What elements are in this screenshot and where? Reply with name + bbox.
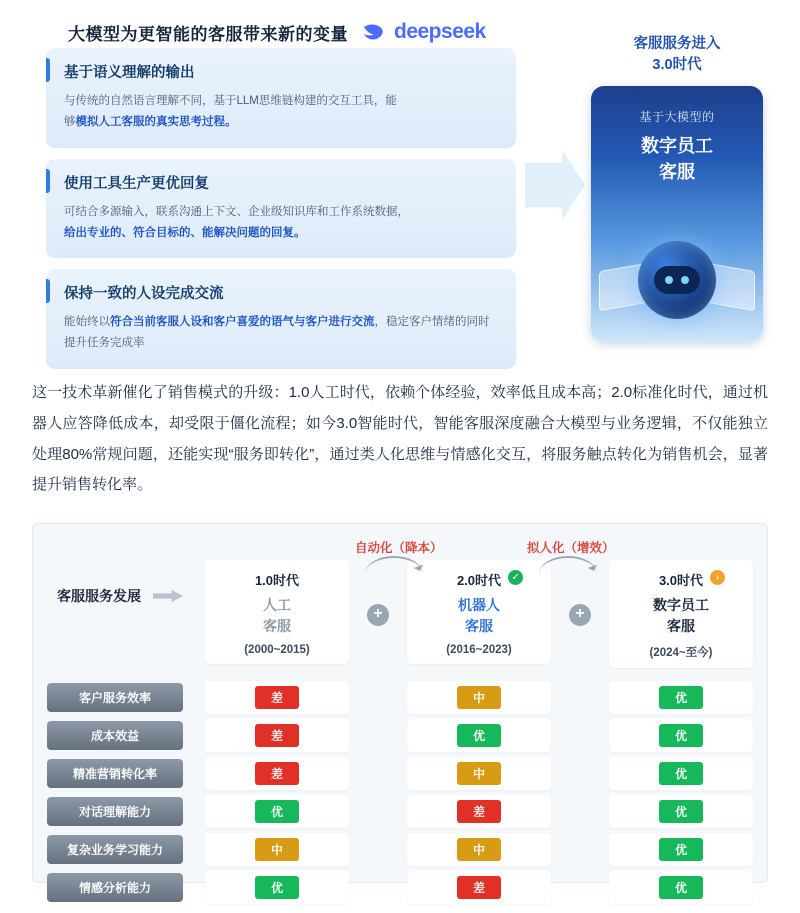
- rating-pill: 中: [457, 762, 501, 785]
- feature-card-1-body: [64, 91, 500, 134]
- row-label: 精准营销转化率: [47, 759, 183, 788]
- feature-card-1: [46, 48, 516, 148]
- rating-cell: [205, 757, 349, 790]
- rating-cell: [609, 757, 753, 790]
- era-1-years: (2000~2015): [244, 644, 310, 656]
- feature-card-1-highlight: 模拟人工客服的真实思考过程。: [75, 116, 237, 129]
- device-title-line2: 客服: [659, 162, 695, 183]
- rating-pill: 差: [255, 724, 299, 747]
- rating-cell: [609, 719, 753, 752]
- robot-eye-right: [681, 276, 689, 284]
- feature-card-2-highlight: 给出专业的、符合目标的、能解决问题的回复。: [64, 226, 306, 239]
- era-2-gen-wrap: [456, 570, 520, 590]
- feature-card-2: [46, 159, 516, 259]
- flow-label-automation: 自动化（降本）: [355, 541, 443, 555]
- rating-pill: 差: [255, 686, 299, 709]
- body-paragraph: 这一技术革新催化了销售模式的升级：1.0人工时代，依赖个体经验，效率低且成本高；2.0标准化时代，通过机器人应答降低成本，却受限于僵化流程；如今3.0智能时代，智能客服深度融合大模型与业务逻辑，不仅能独立处理80%常规问题，还能实现“服务即转化”，通过类人化思维与情感化交互，将服务触点转化为销售机会，显著提升销售转化率。: [32, 384, 768, 494]
- arrow-badge-icon: ›: [710, 570, 725, 585]
- era-3-gen-wrap: [658, 570, 720, 590]
- deepseek-logo: [362, 20, 486, 44]
- era-3-generation: 3.0时代: [658, 573, 704, 588]
- rating-cell: [205, 871, 349, 904]
- era-2-name: [413, 595, 545, 637]
- era-3-name: [615, 595, 747, 637]
- table-row: [47, 754, 753, 792]
- feature-card-3: [46, 269, 516, 369]
- era-2-name-line1: 机器人: [458, 597, 500, 613]
- deepseek-wordmark: deepseek: [394, 20, 486, 43]
- era-1-name-line2: 客服: [263, 618, 291, 634]
- table-row: [47, 678, 753, 716]
- rating-pill: 优: [659, 686, 703, 709]
- feature-card-3-title: 保持一致的人设完成交流: [64, 286, 224, 303]
- right-panel-heading-line2: 3.0时代: [652, 57, 702, 74]
- rating-cell: [205, 681, 349, 714]
- era-1-gen-wrap: [255, 570, 299, 590]
- robot-face: [654, 266, 700, 294]
- table-row: [47, 830, 753, 868]
- rating-pill: 优: [659, 876, 703, 899]
- era-2-years: (2016~2023): [446, 644, 512, 656]
- rating-pill: 优: [255, 876, 299, 899]
- rating-cell: [609, 795, 753, 828]
- transition-arrow-icon: [525, 150, 585, 220]
- rating-pill: 中: [255, 838, 299, 861]
- era-3-name-line1: 数字员工: [653, 597, 709, 613]
- table-row: [47, 868, 753, 906]
- table-row: [47, 716, 753, 754]
- right-panel-heading: [582, 34, 772, 76]
- era-column-1: [205, 560, 349, 664]
- era-3-name-line2: 客服: [667, 618, 695, 634]
- robot-eye-left: [665, 276, 673, 284]
- rating-pill: 优: [255, 800, 299, 823]
- plus-icon-2: +: [569, 604, 591, 626]
- era-2-name-line2: 客服: [465, 618, 493, 634]
- rating-pill: 中: [457, 838, 501, 861]
- feature-card-3-suffix: ，稳定客户情绪的同时提升任务完成率: [64, 316, 490, 350]
- right-arrow-icon: [153, 590, 183, 602]
- flow-arc-icon-1: [365, 556, 423, 574]
- row-label: 对话理解能力: [47, 797, 183, 826]
- evolution-comparison-card: [32, 523, 768, 895]
- feature-card-1-prefix: 够: [64, 116, 76, 129]
- device-subtitle: 基于大模型的: [639, 110, 715, 125]
- feature-card-3-body: [64, 312, 500, 355]
- chart-title-block: [47, 560, 197, 606]
- era-column-3: [609, 560, 753, 668]
- chart-title: 客服服务发展: [57, 588, 141, 604]
- row-label: 情感分析能力: [47, 873, 183, 902]
- rating-cell: [205, 719, 349, 752]
- era-1-name-line1: 人工: [263, 597, 291, 613]
- era-header-row: [47, 560, 753, 668]
- rating-cell: [205, 833, 349, 866]
- feature-card-2-text: 可结合多源输入，联系沟通上下文、企业级知识库和工作系统数据，: [64, 205, 409, 218]
- rating-cell: [407, 681, 551, 714]
- digital-employee-device: [591, 86, 763, 341]
- top-title: 大模型为更智能的客服带来新的变量: [68, 24, 348, 44]
- feature-card-2-body: [64, 202, 500, 245]
- rating-cell: [609, 833, 753, 866]
- robot-avatar-icon: [638, 241, 716, 319]
- rating-pill: 差: [255, 762, 299, 785]
- rating-cell: [407, 719, 551, 752]
- comparison-rows: [47, 678, 753, 906]
- feature-card-2-title: 使用工具生产更优回复: [64, 175, 209, 192]
- row-label: 成本效益: [47, 721, 183, 750]
- check-badge-icon: ✓: [508, 570, 523, 585]
- rating-pill: 优: [659, 724, 703, 747]
- era-1-name: [211, 595, 343, 637]
- row-label: 复杂业务学习能力: [47, 835, 183, 864]
- flow-label-humanization: 拟人化（增效）: [527, 541, 615, 555]
- rating-pill: 差: [457, 800, 501, 823]
- era-column-2: [407, 560, 551, 664]
- flow-arc-icon-2: [539, 556, 597, 574]
- rating-pill: 中: [457, 686, 501, 709]
- plus-icon-1: +: [367, 604, 389, 626]
- feature-card-3-highlight: 符合当前客服人设和客户喜爱的语气与客户进行交流: [110, 316, 375, 329]
- table-row: [47, 792, 753, 830]
- feature-card-3-text: 能始终以: [64, 316, 110, 329]
- feature-card-1-title: 基于语义理解的输出: [64, 65, 195, 81]
- rating-pill: 差: [457, 876, 501, 899]
- rating-cell: [407, 757, 551, 790]
- right-highlight-panel: [582, 34, 772, 341]
- rating-cell: [407, 795, 551, 828]
- era-2-generation: 2.0时代: [456, 573, 502, 588]
- rating-pill: 优: [659, 838, 703, 861]
- rating-pill: 优: [457, 724, 501, 747]
- feature-card-list: [46, 48, 516, 380]
- rating-pill: 优: [659, 800, 703, 823]
- flow-annotations: [47, 538, 753, 560]
- era-3-years: (2024~至今): [649, 647, 713, 659]
- rating-pill: 优: [659, 762, 703, 785]
- deepseek-whale-icon: [362, 21, 388, 43]
- rating-cell: [407, 871, 551, 904]
- row-label: 客户服务效率: [47, 683, 183, 712]
- right-panel-heading-line1: 客服服务进入: [633, 36, 721, 52]
- rating-cell: [205, 795, 349, 828]
- device-title: [591, 133, 763, 185]
- device-title-line1: 数字员工: [641, 136, 713, 157]
- top-infographic: [20, 0, 780, 360]
- feature-card-1-text: 与传统的自然语言理解不同，基于LLM思维链构建的交互工具，能: [64, 95, 397, 107]
- era-1-generation: 1.0时代: [254, 573, 300, 588]
- rating-cell: [609, 871, 753, 904]
- rating-cell: [609, 681, 753, 714]
- rating-cell: [407, 833, 551, 866]
